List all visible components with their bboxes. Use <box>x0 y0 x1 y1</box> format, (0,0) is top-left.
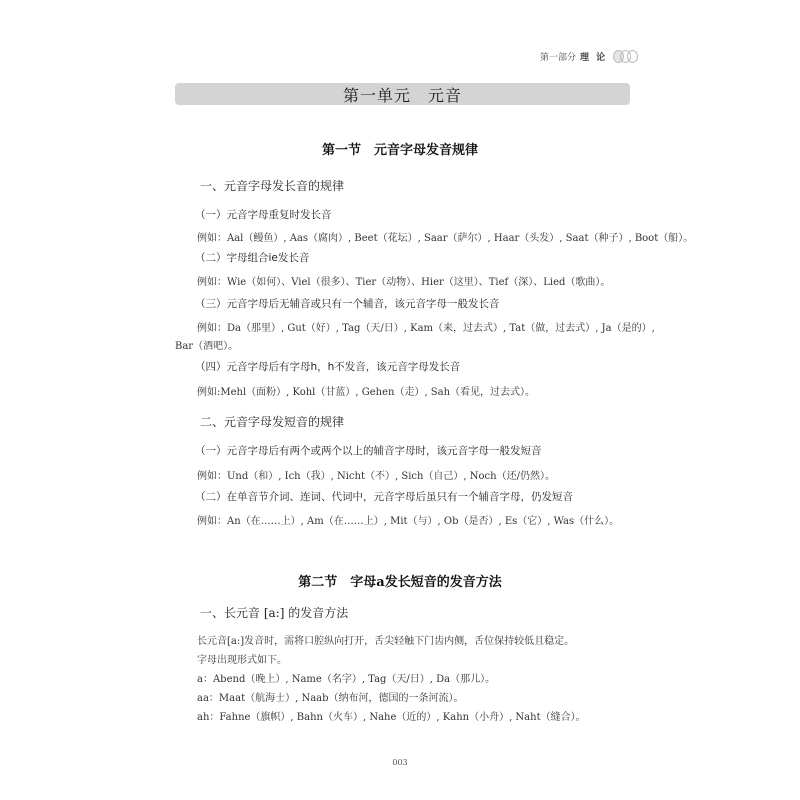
example-line: aa：Maat（航海士）, Naab（纳布河，德国的一条河流）。 <box>197 693 464 704</box>
example-line: Bar（酒吧）。 <box>175 341 239 352</box>
section1-title: 第一节 元音字母发音规律 <box>321 143 478 158</box>
rule-heading: （三）元音字母后无辅音或只有一个辅音，该元音字母一般发长音 <box>195 298 500 310</box>
body-line: 长元音[a:]发音时，需将口腔纵向打开，舌尖轻触下门齿内侧，舌位保持较低且稳定。 <box>197 636 575 647</box>
running-header <box>540 50 638 63</box>
section1-sub1-heading: 一、元音字母发长音的规律 <box>200 179 345 193</box>
section2-title: 第二节 字母a发长短音的发音方法 <box>298 575 502 590</box>
page-number: 003 <box>392 758 408 767</box>
rule-heading: （一）元音字母重复时发长音 <box>195 209 332 221</box>
unit-title: 第一单元 元音 <box>175 83 630 105</box>
example-line: 例如：Und（和）, Ich（我）, Nicht（不）, Sich（自己）, Noch（还/仍然）。 <box>197 471 555 482</box>
example-line: 例如：Wie（如何）、Viel（很多）、Tier（动物）、Hier（这里）、Tief（深）、Lied（歌曲）。 <box>197 277 611 288</box>
rule-heading: （四）元音字母后有字母h，h不发音，该元音字母发长音 <box>195 361 461 373</box>
example-line: 例如：Da（那里）, Gut（好）, Tag（天/日）, Kam（来，过去式）, Tat（做，过去式）, Ja（是的）, <box>197 323 655 334</box>
example-line: 例如：An（在……上）, Am（在……上）, Mit（与）, Ob（是否）, Es（它）, Was（什么）。 <box>197 516 620 527</box>
section2-sub1-heading: 一、长元音 [a:] 的发音方法 <box>200 606 349 620</box>
body-line: 字母出现形式如下。 <box>197 655 287 666</box>
rule-heading: （一）元音字母后有两个或两个以上的辅音字母时，该元音字母一般发短音 <box>195 445 542 457</box>
header-title: 理 论 <box>580 53 608 63</box>
example-line: 例如:Mehl（面粉）, Kohl（甘蓝）, Gehen（走）, Sah（看见，过去式）。 <box>197 387 536 398</box>
section1-sub2-heading: 二、元音字母发短音的规律 <box>200 415 345 429</box>
example-line: 例如：Aal（鳗鱼）, Aas（腐肉）, Beet（花坛）, Saar（萨尔）, Haar（头发）, Saat（种子）, Boot（船）。 <box>197 233 694 244</box>
example-line: a：Abend（晚上）, Name（名字）, Tag（天/日）, Da（那儿）。 <box>197 674 496 685</box>
header-decoration-icon <box>613 50 638 63</box>
header-part: 第一部分 <box>540 53 577 63</box>
rule-heading: （二）字母组合ie发长音 <box>195 252 310 264</box>
rule-heading: （二）在单音节介词、连词、代词中，元音字母后虽只有一个辅音字母，仍发短音 <box>195 491 573 503</box>
example-line: ah：Fahne（旗帜）, Bahn（火车）, Nahe（近的）, Kahn（小舟）, Naht（缝合）。 <box>197 712 586 723</box>
